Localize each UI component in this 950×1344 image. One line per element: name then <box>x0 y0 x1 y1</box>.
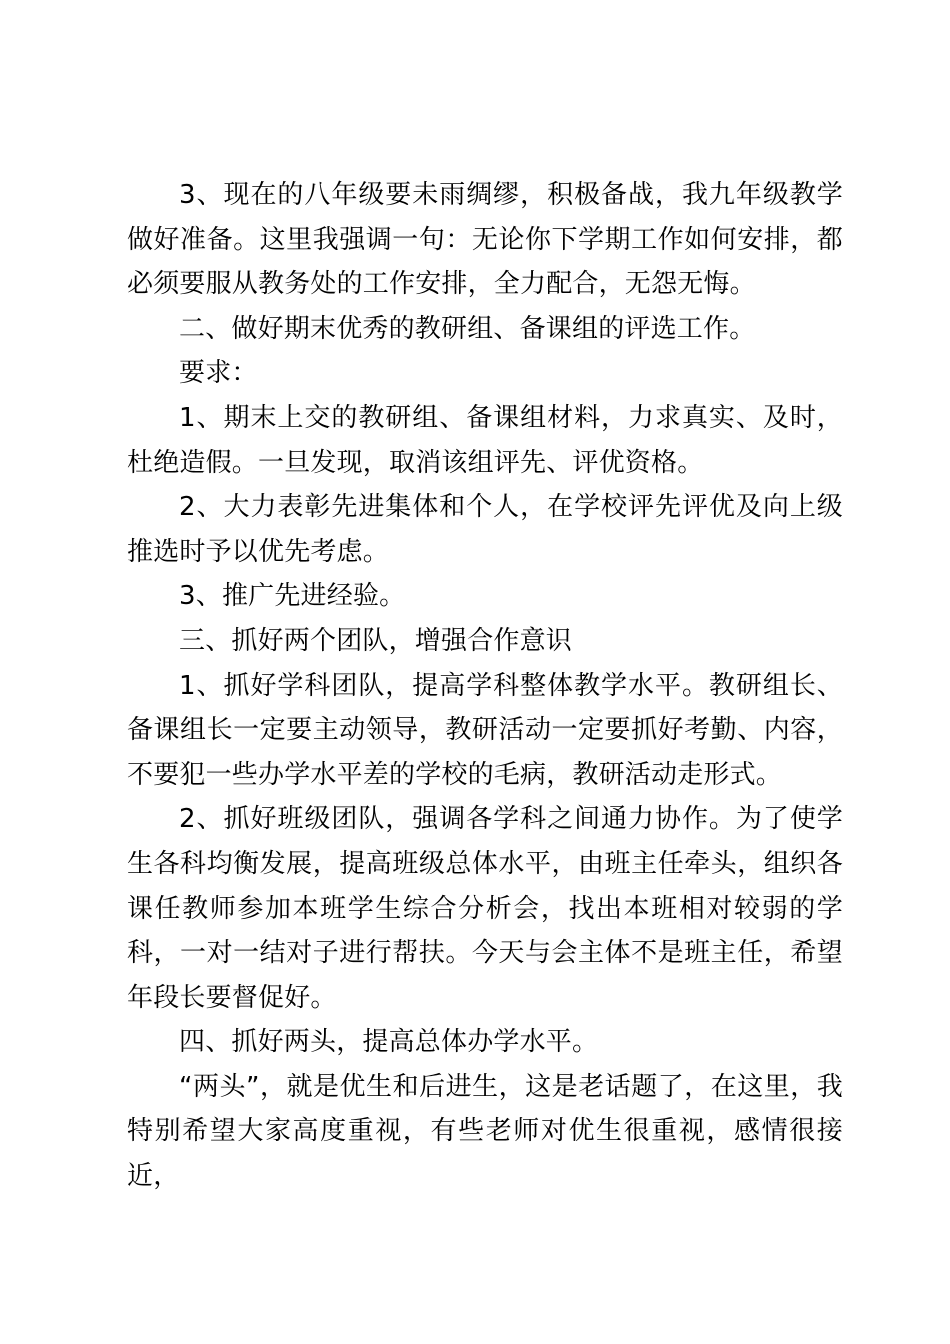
paragraph-two-ends: “两头”，就是优生和后进生，这是老话题了，在这里，我特别希望大家高度重视，有些老师对优生很重视，感情很接近， <box>127 1071 843 1192</box>
paragraph-item-1-subject-team: 1、抓好学科团队，提高学科整体教学水平。教研组长、备课组长一定要主动领导，教研活动一定要抓好考勤、内容，不要犯一些办学水平差的学校的毛病，教研活动走形式。 <box>127 670 843 790</box>
paragraph-item-3-prepare: 3、现在的八年级要未雨绸缪，积极备战，我九年级教学做好准备。这里我强调一句：无论你下学期工作如何安排，都必须要服从教务处的工作安排，全力配合，无怨无悔。 <box>127 180 843 300</box>
section-heading-three: 三、抓好两个团队，增强合作意识 <box>179 625 573 656</box>
paragraph-item-1-materials: 1、期末上交的教研组、备课组材料，力求真实、及时，杜绝造假。一旦发现，取消该组评先、评优资格。 <box>127 402 843 478</box>
document-body <box>127 173 843 1199</box>
requirements-label: 要求： <box>179 358 258 389</box>
paragraph-item-2-commend: 2、大力表彰先进集体和个人，在学校评先评优及向上级推选时予以优先考虑。 <box>127 492 843 567</box>
paragraph-item-2-class-team: 2、抓好班级团队，强调各学科之间通力协作。为了使学生各科均衡发展，提高班级总体水平，由班主任牵头，组织各课任教师参加本班学生综合分析会，找出本班相对较弱的学科，一对一结对子进行帮扶。今天与会主体不是班主任，希望年段长要督促好。 <box>127 804 843 1013</box>
section-heading-two: 二、做好期末优秀的教研组、备课组的评选工作。 <box>179 313 756 344</box>
paragraph-item-3-experience: 3、推广先进经验。 <box>179 581 406 612</box>
section-heading-four: 四、抓好两头，提高总体办学水平。 <box>179 1027 599 1058</box>
